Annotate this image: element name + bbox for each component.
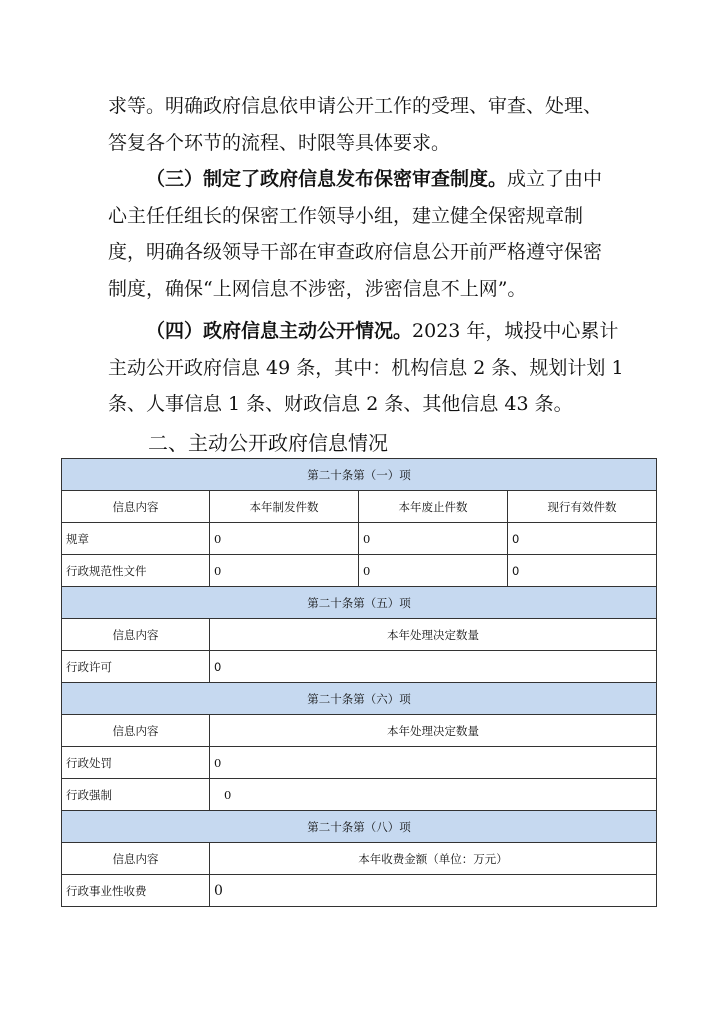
row-label: 行政许可	[62, 651, 210, 683]
paragraph-2	[108, 161, 618, 307]
text-line: 主动公开政府信息 49 条，其中：机构信息 2 条、规划计划 1	[108, 356, 624, 379]
text-line: 求等。明确政府信息依申请公开工作的受理、审查、处理、	[108, 95, 603, 117]
cell-value: 0	[210, 555, 359, 587]
column-header: 信息内容	[62, 491, 210, 523]
section-title: 第二十条第（一）项	[62, 459, 657, 491]
paragraph-3	[108, 313, 624, 423]
section-title-4: （四）政府信息主动公开情况。	[146, 320, 413, 342]
section-row-article-20-6	[62, 683, 657, 715]
column-header: 本年制发件数	[210, 491, 359, 523]
cell-value: 0	[359, 555, 508, 587]
row-label: 行政事业性收费	[62, 875, 210, 907]
table-row	[62, 555, 657, 587]
column-header: 本年处理决定数量	[210, 715, 657, 747]
text-line: 度，明确各级领导干部在审查政府信息公开前严格遵守保密	[108, 241, 603, 263]
column-header: 本年处理决定数量	[210, 619, 657, 651]
column-header: 信息内容	[62, 619, 210, 651]
text-line	[108, 161, 618, 198]
text-line	[108, 313, 618, 350]
section-title: 第二十条第（六）项	[62, 683, 657, 715]
disclosure-table	[61, 458, 657, 907]
section-row-article-20-5	[62, 587, 657, 619]
cell-value: 0	[210, 747, 657, 779]
cell-value: 0	[359, 523, 508, 555]
text-line: 制度，确保“上网信息不涉密，涉密信息不上网”。	[108, 277, 527, 300]
section-row-article-20-1	[62, 459, 657, 491]
row-label: 规章	[62, 523, 210, 555]
header-row	[62, 843, 657, 875]
text-line: 条、人事信息 1 条、财政信息 2 条、其他信息 43 条。	[108, 393, 573, 415]
column-header: 现行有效件数	[508, 491, 657, 523]
text-fragment: 成立了由中	[507, 168, 603, 190]
table-row	[62, 651, 657, 683]
section-heading: 二、主动公开政府信息情况	[148, 431, 388, 455]
section-title: 第二十条第（五）项	[62, 587, 657, 619]
cell-value: 0	[210, 875, 657, 907]
cell-value: 0	[210, 779, 657, 811]
cell-value: 0	[508, 555, 657, 587]
table-row	[62, 779, 657, 811]
cell-value: 0	[508, 523, 657, 555]
table-row	[62, 747, 657, 779]
header-row	[62, 619, 657, 651]
column-header: 信息内容	[62, 843, 210, 875]
row-label: 行政处罚	[62, 747, 210, 779]
column-header: 本年收费金额（单位：万元）	[210, 843, 657, 875]
cell-value: 0	[210, 651, 657, 683]
column-header: 本年废止件数	[359, 491, 508, 523]
table-row	[62, 875, 657, 907]
text-line: 答复各个环节的流程、时限等具体要求。	[108, 131, 451, 154]
column-header: 信息内容	[62, 715, 210, 747]
text-fragment: 2023 年，城投中心累计	[412, 320, 619, 342]
header-row	[62, 715, 657, 747]
section-title: 第二十条第（八）项	[62, 811, 657, 843]
paragraph-1	[108, 88, 618, 161]
table-row	[62, 523, 657, 555]
text-line: 心主任任组长的保密工作领导小组，建立健全保密规章制	[108, 204, 584, 227]
row-label: 行政规范性文件	[62, 555, 210, 587]
section-title-3: （三）制定了政府信息发布保密审查制度。	[146, 168, 508, 190]
cell-value: 0	[210, 523, 359, 555]
section-row-article-20-8	[62, 811, 657, 843]
header-row	[62, 491, 657, 523]
row-label: 行政强制	[62, 779, 210, 811]
